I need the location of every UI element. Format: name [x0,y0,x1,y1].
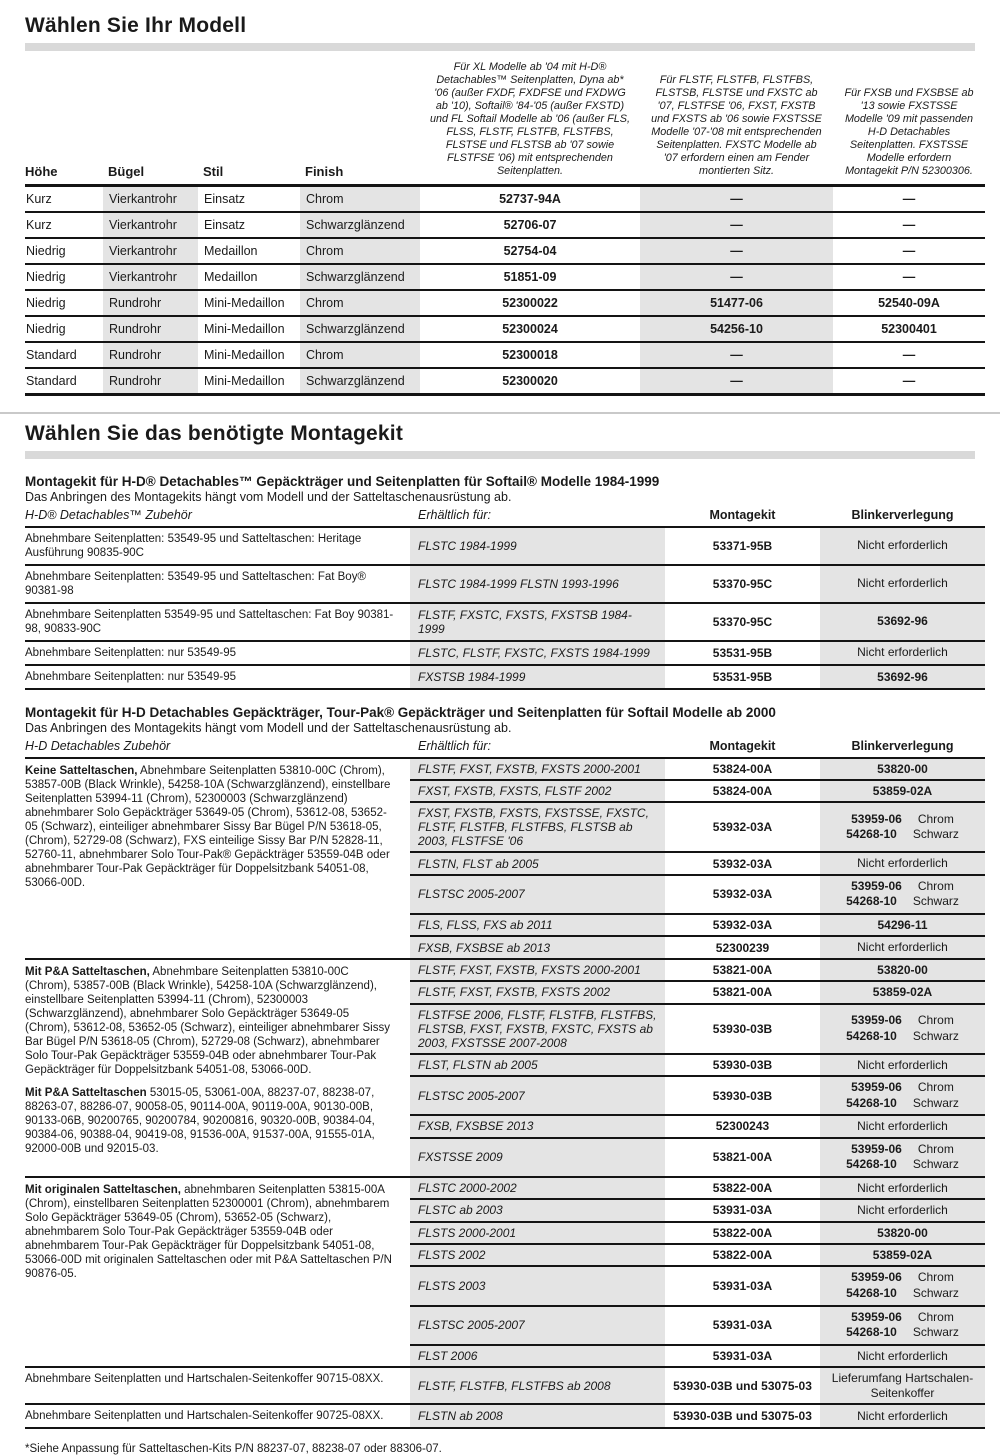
blinker-part-line [826,1080,979,1096]
table-cell: Chrom [300,185,420,212]
blinker-cell: Nicht erforderlich [820,1054,985,1076]
fitment-header-2: Für FLSTF, FLSTFB, FLSTFBS, FLSTSB, FLSTSE und FXSTC ab '07, FLSTFSE '06, FXST, FXSTB und FXSTS ab '06 sowie FXSTSSE Modelle '07-'08 mit entsprechenden Seitenplatten. FXSTC Modelle ab '07 erfordern einen am Fender montierten Sitz. [640,61,833,185]
table-cell: 52737-94A [420,185,640,212]
table-cell: — [640,264,833,290]
table-cell: Niedrig [25,264,103,290]
accessory-paragraph: Mit originalen Satteltaschen, abnehmbaren Seitenplatten 53815-00A (Chrom), einstellbaren Seitenplatten 52300001 (Chrom), abnehmbarem Solo Gepäckträger 53649-05 (Chrom), 53652-05 (Schwarz), abnehmbarem Solo Tour-Pak Gepäckträger 53559-04B oder abnehmbarem Tour-Pak Gepäckträger für Doppelsitzbank 54051-08, 53066-00D mit originalen Satteltaschen oder mit P&A Satteltaschen P/N 90876-05. [25,1183,392,1280]
kit-number-cell: 53932-03A [665,802,820,852]
blinker-cell: Nicht erforderlich [820,1199,985,1221]
kit-number-cell: 53822-00A [665,1222,820,1244]
kit-number-cell: 52300243 [665,1115,820,1137]
models-cell: FLST, FLSTN ab 2005 [410,1054,665,1076]
table-row [25,264,985,290]
column-header-blinkerverlegung: Blinkerverlegung [820,737,985,758]
model-table-body [25,185,985,394]
blinker-part-line [826,1142,979,1158]
models-cell: FLSTC 2000-2002 [410,1177,665,1199]
accessory-lead: Keine Satteltaschen, [25,764,138,777]
finish-label: Schwarz [912,1325,959,1340]
blinker-cell: Nicht erforderlich [820,1115,985,1137]
table-cell: Schwarzglänzend [300,368,420,395]
table-cell: Schwarzglänzend [300,212,420,238]
models-cell: FLSTC ab 2003 [410,1199,665,1221]
kit-number-cell: 53531-95B [665,641,820,665]
models-cell: FLSTSC 2005-2007 [410,1306,665,1345]
title-underline-band-2 [25,451,975,459]
blinker-part-line [826,894,979,910]
model-selection-table [25,61,985,396]
table-cell: Rundrohr [103,290,198,316]
part-number: 53820-00 [877,761,928,776]
part-number: 54268-10 [846,1028,897,1043]
table-cell: — [833,264,985,290]
part-number: 54268-10 [846,827,897,842]
table-header-row [25,506,985,527]
table-cell: — [640,238,833,264]
kit-number-cell: 53932-03A [665,875,820,914]
table-row [25,565,985,603]
table-row [25,342,985,368]
model-table-header [25,61,985,185]
table-cell: 52300401 [833,316,985,342]
kit-number-cell: 53930-03B und 53075-03 [665,1404,820,1428]
kit-number-cell: 53930-03B [665,1004,820,1054]
table-row [25,212,985,238]
column-header-erhaeltlich: Erhältlich für: [410,737,665,758]
kit1-heading: Montagekit für H-D® Detachables™ Gepäckträger und Seitenplatten für Softail® Modelle 1984-1999 [25,473,660,489]
part-number: 53959-06 [851,878,902,893]
kit-number-cell: 53930-03B [665,1076,820,1115]
blinker-cell: Nicht erforderlich [820,1345,985,1367]
table-row [25,368,985,395]
column-header-erhaeltlich: Erhältlich für: [410,506,665,527]
blinker-part-line [826,1096,979,1112]
kit-number-cell: 53931-03A [665,1266,820,1305]
blinker-cell [820,1222,985,1244]
part-number: 53959-06 [851,811,902,826]
table-cell: Vierkantrohr [103,238,198,264]
part-number: 54268-10 [846,1157,897,1172]
part-number: 54296-11 [877,918,928,933]
kit-number-cell: 53821-00A [665,981,820,1003]
column-header-montagekit: Montagekit [665,506,820,527]
title-underline-band [25,43,975,51]
part-number: 53959-06 [851,1141,902,1156]
kit-table-1984-1999 [25,506,985,690]
kit-number-cell: 53371-95B [665,527,820,565]
blinker-cell [820,875,985,914]
table-cell: Vierkantrohr [103,185,198,212]
kit-number-cell: 53930-03B und 53075-03 [665,1367,820,1404]
table-cell: — [833,368,985,395]
kit2-table-header [25,737,985,758]
blinker-part-line [826,1325,979,1341]
blinker-cell: Nicht erforderlich [820,565,985,603]
table-row [25,527,985,565]
accessory-lead: Mit P&A Satteltaschen [25,1086,147,1099]
models-cell: FLSTN, FLST ab 2005 [410,852,665,874]
blinker-cell [820,1138,985,1177]
models-cell: FLSTC, FLSTF, FXSTC, FXSTS 1984-1999 [410,641,665,665]
kit1-table-body [25,527,985,689]
kit-number-cell: 53821-00A [665,1138,820,1177]
blinker-cell [820,758,985,780]
fitment-header-1: Für XL Modelle ab '04 mit H-D® Detachables™ Seitenplatten, Dyna ab* '06 (außer FXDF, FXDFSE und FXDWG ab '10), Softail® '84-'05 (außer FXSTD) und FL Softail Modelle ab '06 (außer FLS, FLSS, FLSTF, FLSTFB, FLSTFBS, FLSTSE und FLSTSB ab '07 sowie FLSTFSE '06) mit entsprechenden Seitenplatten. [420,61,640,185]
accessory-cell: Abnehmbare Seitenplatten: 53549-95 und Satteltaschen: Fat Boy® 90381-98 [25,565,410,603]
blinker-part-line [826,812,979,828]
table-cell: Standard [25,342,103,368]
table-cell: Niedrig [25,316,103,342]
table-cell: 52300020 [420,368,640,395]
table-cell: Kurz [25,212,103,238]
table-cell: 54256-10 [640,316,833,342]
kit2-heading: Montagekit für H-D Detachables Gepäckträger, Tour-Pak® Gepäckträger und Seitenplatten für Softail Modelle ab 2000 [25,704,776,720]
accessory-cell [25,758,410,959]
kit-number-cell: 53822-00A [665,1177,820,1199]
column-header-zubehoer: H-D Detachables Zubehör [25,737,410,758]
accessory-cell: Abnehmbare Seitenplatten 53549-95 und Satteltaschen: Fat Boy 90381-98, 90833-90C [25,603,410,641]
table-cell: — [833,238,985,264]
table-cell: 52300018 [420,342,640,368]
table-row [25,1367,985,1404]
part-number: 53959-06 [851,1270,902,1285]
kit2-subheading: Das Anbringen des Montagekits hängt vom Modell und der Satteltaschenausrüstung ab. [25,720,512,735]
finish-label: Schwarz [912,827,959,842]
blinker-cell: Nicht erforderlich [820,1177,985,1199]
blinker-part-line [826,827,979,843]
models-cell: FLSTSC 2005-2007 [410,1076,665,1115]
section-divider [0,412,1000,414]
part-number: 53820-00 [877,1225,928,1240]
models-cell: FLSTF, FLSTFB, FLSTFBS ab 2008 [410,1367,665,1404]
blinker-cell: Nicht erforderlich [820,852,985,874]
part-number: 54268-10 [846,1095,897,1110]
accessory-cell [25,959,410,1177]
blinker-cell [820,1244,985,1266]
table-cell: Medaillon [198,264,300,290]
kit1-subheading: Das Anbringen des Montagekits hängt vom Modell und der Satteltaschenausrüstung ab. [25,489,512,504]
kit-number-cell: 53932-03A [665,914,820,936]
footnote: *Siehe Anpassung für Satteltaschen-Kits P/N 88237-07, 88238-07 oder 88306-07. [25,1442,442,1455]
table-row [25,641,985,665]
models-cell: FLST 2006 [410,1345,665,1367]
blinker-cell [820,1004,985,1054]
blinker-cell: Nicht erforderlich [820,641,985,665]
kit-number-cell: 53931-03A [665,1306,820,1345]
table-cell: Schwarzglänzend [300,264,420,290]
part-number: 53959-06 [851,1309,902,1324]
table-cell: Mini-Medaillon [198,342,300,368]
table-cell: Niedrig [25,290,103,316]
blinker-cell [820,1266,985,1305]
table-cell: — [833,212,985,238]
table-cell: Mini-Medaillon [198,316,300,342]
models-cell: FLSTC 1984-1999 [410,527,665,565]
table-cell: — [640,342,833,368]
finish-label: Schwarz [912,894,959,909]
models-cell: FLSTSC 2005-2007 [410,875,665,914]
accessory-cell: Abnehmbare Seitenplatten und Hartschalen-Seitenkoffer 90725-08XX. [25,1404,410,1428]
table-row [25,959,985,981]
kit-number-cell: 53824-00A [665,758,820,780]
kit-number-cell: 53930-03B [665,1054,820,1076]
part-number: 53859-02A [872,1247,933,1262]
column-header-buegel: Bügel [103,61,198,185]
models-cell: FLS, FLSS, FXS ab 2011 [410,914,665,936]
blinker-cell: Lieferumfang Hartschalen-Seitenkoffer [820,1367,985,1404]
page-title: Wählen Sie Ihr Modell [25,14,247,37]
finish-label: Schwarz [912,1028,959,1043]
table-cell: Mini-Medaillon [198,290,300,316]
kit2-table-body [25,758,985,1428]
table-cell: 52540-09A [833,290,985,316]
models-cell: FXST, FXSTB, FXSTS, FXSTSSE, FXSTC, FLSTF, FLSTFB, FLSTFBS, FLSTSB ab 2003, FLSTFSE '06 [410,802,665,852]
table-cell: Einsatz [198,185,300,212]
section-title-montagekit: Wählen Sie das benötigte Montagekit [25,421,404,445]
blinker-cell [820,959,985,981]
table-cell: Kurz [25,185,103,212]
table-row [25,290,985,316]
models-cell: FXSTSSE 2009 [410,1138,665,1177]
table-row [25,665,985,689]
kit-number-cell: 53932-03A [665,852,820,874]
table-cell: Einsatz [198,212,300,238]
column-header-zubehoer: H-D® Detachables™ Zubehör [25,506,410,527]
finish-label: Schwarz [912,1095,959,1110]
kit-number-cell: 53824-00A [665,780,820,802]
fitment-header-3: Für FXSB und FXSBSE ab '13 sowie FXSTSSE Modelle '09 mit passenden H-D Detachables Seitenplatten. FXSTSSE Modelle erfordern Montagekit P/N 52300306. [833,61,985,185]
blinker-part-line [826,1310,979,1326]
table-cell: 52706-07 [420,212,640,238]
blinker-cell [820,780,985,802]
kit-number-cell: 53370-95C [665,603,820,641]
kit-number-cell: 53821-00A [665,959,820,981]
part-number: 53959-06 [851,1013,902,1028]
models-cell: FXSTSB 1984-1999 [410,665,665,689]
part-number: 54268-10 [846,1325,897,1340]
table-cell: Niedrig [25,238,103,264]
models-cell: FXST, FXSTB, FXSTS, FLSTF 2002 [410,780,665,802]
blinker-cell: Nicht erforderlich [820,527,985,565]
blinker-part-line [826,1029,979,1045]
finish-label: Chrom [917,1141,954,1156]
table-cell: Rundrohr [103,368,198,395]
part-number: 53859-02A [872,784,933,799]
blinker-cell [820,1076,985,1115]
table-header-row [25,737,985,758]
blinker-cell: Nicht erforderlich [820,936,985,958]
kit-number-cell: 52300239 [665,936,820,958]
finish-label: Schwarz [912,1157,959,1172]
table-cell: Rundrohr [103,342,198,368]
table-cell: 52300022 [420,290,640,316]
accessory-cell [25,1177,410,1367]
table-row [25,185,985,212]
table-row [25,238,985,264]
table-cell: 52300024 [420,316,640,342]
blinker-cell [820,1306,985,1345]
accessory-cell: Abnehmbare Seitenplatten: 53549-95 und Satteltaschen: Heritage Ausführung 90835-90C [25,527,410,565]
models-cell: FXSB, FXSBSE ab 2013 [410,936,665,958]
column-header-blinkerverlegung: Blinkerverlegung [820,506,985,527]
part-number: 54268-10 [846,894,897,909]
table-row [25,316,985,342]
table-header-row [25,61,985,185]
models-cell: FLSTN ab 2008 [410,1404,665,1428]
table-row [25,1177,985,1199]
models-cell: FLSTF, FXST, FXSTB, FXSTS 2000-2001 [410,758,665,780]
table-cell: Rundrohr [103,316,198,342]
models-cell: FLSTS 2003 [410,1266,665,1305]
table-cell: — [640,212,833,238]
accessory-cell: Abnehmbare Seitenplatten: nur 53549-95 [25,665,410,689]
models-cell: FLSTF, FXSTC, FXSTS, FXSTSB 1984-1999 [410,603,665,641]
blinker-part-line [826,1270,979,1286]
finish-label: Chrom [917,878,954,893]
accessory-paragraph: Mit P&A Satteltaschen 53015-05, 53061-00A, 88237-07, 88238-07, 88263-07, 88286-07, 90058-05, 90114-00A, 90119-00A, 90130-00B, 90133-06B, 90200765, 90200784, 90200816, 90320-00B, 90384-04, 90384-06, 90388-04, 90419-08, 91536-00A, 91537-00A, 91555-01A, 92000-00B und 92015-03. [25,1086,375,1156]
finish-label: Chrom [917,811,954,826]
accessory-paragraph: Keine Satteltaschen, Abnehmbare Seitenplatten 53810-00C (Chrom), 53857-00B (Black Wrinkle), 54258-10A (Schwarzglänzend), einstellbare Seitenplatten 53994-11 (Chrom), 52300003 (Schwarzglänzend) abnehmbarer Solo Gepäckträger 53649-05 (Chrom), 53612-08, 53652-05 (Schwarz), einteiliger abnehmbarer Sissy Bar Bügel P/N 53618-05, (Chrom), 52729-08 (Schwarz), FXS einteilige Sissy Bar P/N 52828-11, 52760-11, abnehmbarer Solo Tour-Pak® Gepäckträger 53559-04B oder abnehmbarer Tour-Pak Gepäckträger für Doppelsitzbank 54051-08, 53066-00D. [25,764,391,889]
table-cell: Chrom [300,342,420,368]
blinker-cell [820,665,985,689]
blinker-part-line [826,1013,979,1029]
table-cell: Chrom [300,290,420,316]
models-cell: FLSTF, FXST, FXSTB, FXSTS 2000-2001 [410,959,665,981]
table-cell: — [833,185,985,212]
blinker-cell [820,802,985,852]
models-cell: FXSB, FXSBSE 2013 [410,1115,665,1137]
kit-number-cell: 53931-03A [665,1345,820,1367]
models-cell: FLSTFSE 2006, FLSTF, FLSTFB, FLSTFBS, FLSTSB, FXST, FXSTB, FXSTC, FXSTS ab 2003, FXSTSSE 2007-2008 [410,1004,665,1054]
models-cell: FLSTC 1984-1999 FLSTN 1993-1996 [410,565,665,603]
blinker-cell [820,914,985,936]
accessory-lead: Mit originalen Satteltaschen, [25,1183,181,1196]
table-cell: Vierkantrohr [103,212,198,238]
part-number: 54268-10 [846,1285,897,1300]
accessory-cell: Abnehmbare Seitenplatten: nur 53549-95 [25,641,410,665]
finish-label: Chrom [917,1013,954,1028]
finish-label: Schwarz [912,1285,959,1300]
finish-label: Chrom [917,1270,954,1285]
accessory-cell: Abnehmbare Seitenplatten und Hartschalen-Seitenkoffer 90715-08XX. [25,1367,410,1404]
part-number: 53859-02A [872,985,933,1000]
table-cell: Chrom [300,238,420,264]
kit-table-ab-2000 [25,737,985,1429]
table-cell: Standard [25,368,103,395]
models-cell: FLSTS 2000-2001 [410,1222,665,1244]
kit-number-cell: 53370-95C [665,565,820,603]
table-cell: 51851-09 [420,264,640,290]
kit-number-cell: 53531-95B [665,665,820,689]
table-cell: 51477-06 [640,290,833,316]
table-cell: — [640,185,833,212]
kit-number-cell: 53931-03A [665,1199,820,1221]
finish-label: Chrom [917,1309,954,1324]
table-cell: — [640,368,833,395]
table-row [25,758,985,780]
kit-number-cell: 53822-00A [665,1244,820,1266]
part-number: 53959-06 [851,1080,902,1095]
table-cell: Schwarzglänzend [300,316,420,342]
models-cell: FLSTF, FXST, FXSTB, FXSTS 2002 [410,981,665,1003]
blinker-part-line [826,879,979,895]
table-row [25,1404,985,1428]
blinker-part-line [826,1286,979,1302]
table-cell: Medaillon [198,238,300,264]
part-number: 53820-00 [877,962,928,977]
column-header-finish: Finish [300,61,420,185]
blinker-cell [820,981,985,1003]
blinker-cell [820,603,985,641]
blinker-part-line [826,1157,979,1173]
table-cell: Vierkantrohr [103,264,198,290]
models-cell: FLSTS 2002 [410,1244,665,1266]
finish-label: Chrom [917,1080,954,1095]
accessory-paragraph: Mit P&A Satteltaschen, Abnehmbare Seitenplatten 53810-00C (Chrom), 53857-00B (Black Wrinkle), 54258-10A (Schwarzglänzend), einstellbare Seitenplatten 53994-11 (Chrom), 52300003 (Schwarzglänzend), abnehmbarer Solo Gepäckträger 53649-05 (Chrom), 53612-08, 53652-05 (Schwarz), einteiliger abnehmbarer Sissy Bar Bügel P/N 53618-05 (Chrom), 52729-08 (Schwarz), abnehmbarer Solo Tour-Pak Gepäckträger 53559-04B oder abnehmbarer Tour-Pak Gepäckträger für Doppelsitzbank 54051-08, 53066-00D. [25,965,390,1076]
table-cell: Mini-Medaillon [198,368,300,395]
column-header-hoehe: Höhe [25,61,103,185]
part-number: 53692-96 [877,669,928,684]
part-number: 53692-96 [877,614,928,629]
table-cell: 52754-04 [420,238,640,264]
column-header-stil: Stil [198,61,300,185]
table-cell: — [833,342,985,368]
accessory-lead: Mit P&A Satteltaschen, [25,965,150,978]
kit1-table-header [25,506,985,527]
column-header-montagekit: Montagekit [665,737,820,758]
blinker-cell: Nicht erforderlich [820,1404,985,1428]
table-row [25,603,985,641]
